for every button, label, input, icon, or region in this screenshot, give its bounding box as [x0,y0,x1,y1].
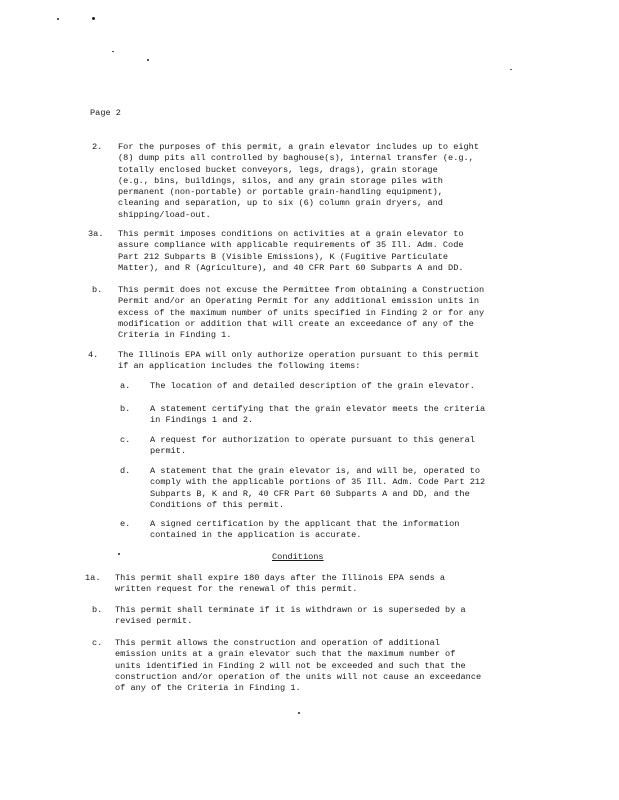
condition-number: b. [92,605,103,615]
item-number: 2. [92,142,103,152]
condition-text: This permit shall expire 180 days after the Illinois EPA sends a written request for the renewal of this permit. [115,573,446,595]
conditions-heading: Conditions [272,552,324,562]
sub-item-letter: c. [120,435,131,445]
sub-item-text: The location of and detailed description of the grain elevator. [150,381,475,391]
scan-speck [118,553,120,555]
item-text: The Illinois EPA will only authorize operation pursuant to this permit if an application includes the following items: [118,350,479,372]
item-number: 3a. [88,229,104,239]
scan-speck [510,69,512,70]
sub-item-letter: d. [120,466,131,476]
condition-text: This permit shall terminate if it is withdrawn or is superseded by a revised permit. [115,605,466,627]
item-text: This permit does not excuse the Permittee from obtaining a Construction Permit and/or an Operating Permit for any additional emission units in excess of the maximum number of units specified in Finding 2 or for any modification or addition that will create an exceedance of any of the Criteria in Finding 1. [118,285,485,341]
sub-item-letter: b. [120,404,131,414]
page-label: Page 2 [90,108,121,118]
item-text: This permit imposes conditions on activities at a grain elevator to assure compliance with applicable requirements of 35 Ill. Adm. Code Part 212 Subparts B (Visible Emissions), K (Fugitive Particulate Matter), and R (Agriculture), and 40 CFR Part 60 Subparts A and DD. [118,229,464,273]
scan-speck [147,59,149,61]
scan-speck [92,17,95,20]
sub-item-text: A request for authorization to operate pursuant to this general permit. [150,435,475,457]
item-number: b. [92,285,103,295]
sub-item-text: A signed certification by the applicant that the information contained in the application is accurate. [150,519,460,541]
item-text: For the purposes of this permit, a grain elevator includes up to eight (8) dump pits all controlled by baghouse(s), internal transfer (e.g., totally enclosed bucket conveyors, legs, drags), grain storage (e.g., bins, buildings, silos, and any grain storage piles with permanent (non-portable) or portable grain-handling equipment), cleaning and separation, up to six (6) column grain dryers, and shipping/load-out. [118,142,479,220]
condition-number: 1a. [85,573,101,583]
sub-item-letter: a. [120,381,131,391]
condition-text: This permit allows the construction and operation of additional emission units at a grain elevator such that the maximum number of units identified in Finding 2 will not be exceeded and such that the construction and/or operation of the units will not cause an exceedance of any of the Criteria in Finding 1. [115,638,482,694]
scan-speck [112,51,114,52]
sub-item-text: A statement certifying that the grain elevator meets the criteria in Findings 1 and 2. [150,404,486,426]
sub-item-letter: e. [120,519,131,529]
item-number: 4. [88,350,99,360]
condition-number: c. [92,638,103,648]
scan-speck [57,18,59,20]
scan-speck [298,712,300,714]
sub-item-text: A statement that the grain elevator is, and will be, operated to comply with the applicable portions of 35 Ill. Adm. Code Part 212 Subparts B, K and R, 40 CFR Part 60 Subparts A and DD, and the Conditions of this permit. [150,466,486,510]
